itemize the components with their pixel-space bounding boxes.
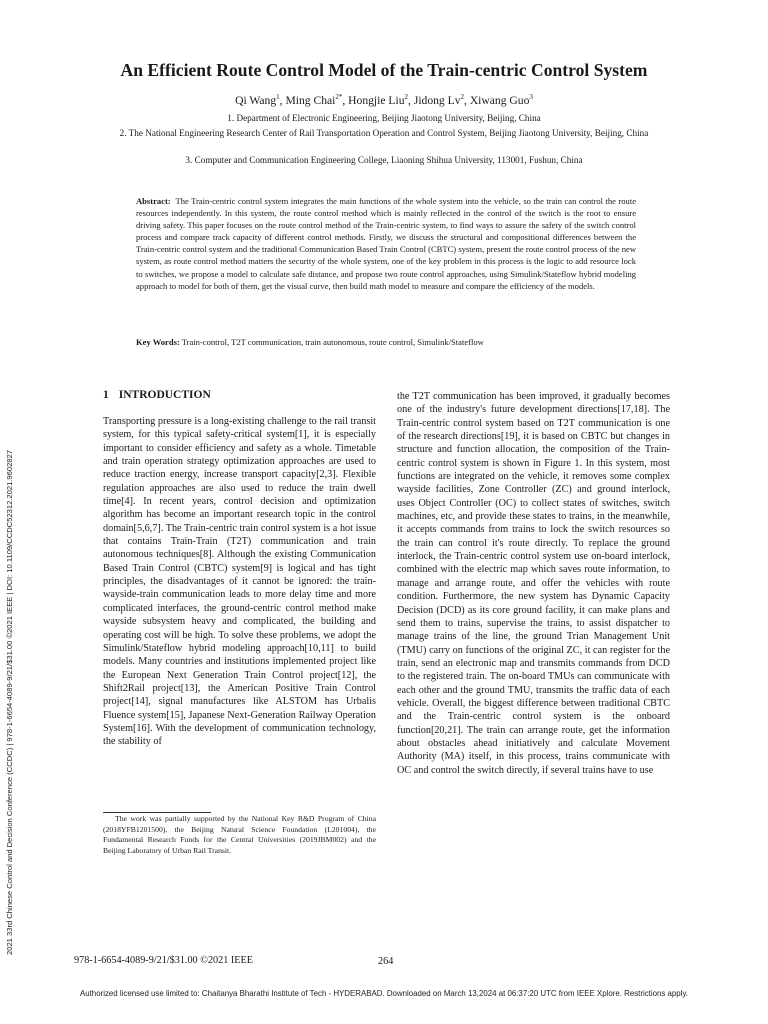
author-name: Jidong Lv [413, 93, 461, 107]
author-affiliation-mark: 2* [335, 93, 343, 101]
license-notice: Authorized licensed use limited to: Chaitanya Bharathi Institute of Tech - HYDERABAD. Downloaded on March 13,2024 at 06:37:20 UTC from IEEE Xplore. Restrictions apply. [79, 989, 689, 998]
body-column-right: the T2T communication has been improved, it gradually becomes one of the industry's future development directions[17,18]. The Train-centric control system based on T2T communication is one of the research directions[19], it is based on CBTC but changes in structure and function allocation, the composition of the Train-centric control system is shown in Figure 1. In this system, most functions are integrated on the vehicle, it removes some complex wayside facilities, Zone Controller (ZC) and ground interlock, uses Object Controller (OC) to collect states of switches, switch machines, etc, and provide these states to trains, in the meanwhile, it accepts commands from trains to lock the switch resources so the train can control it's route directly. To replace the ground interlock, the Train-centric control system use on-board interlock, combined with the electric map which saves route information, to manage and arrange route, and offer the vehicles with route condition. Furthermore, the new system has Dynamic Capacity Decision (DCD) as its core ground facility, it can make plans and send them to trains, supervise the trains, to assist dispatcher to manage trains of the line, the ground Trian Management Unit (TMU) carry on functions of the original ZC, it can register for the train, send an electronic map and transmits commands from DCD to the registered train. The on-board TMUs can communicate with each other and the ground TMU, transmits the traffic data of each vehicle. Overall, the biggest difference between traditional CBTC and the Train-centric control system is the onboard function[20,21]. The train can arrange route, get the information about obstacles ahead initiatively and calculate Movement Authority (MA) itself, in this process, trains communicate with OC and control the switch directly, if several trains have to use [397, 391, 670, 776]
abstract [136, 195, 636, 292]
abstract-label: Abstract: [136, 196, 171, 206]
abstract-text: The Train-centric control system integrates the main functions of the whole system into the vehicle, so the train can control the route resources independently. In this system, the route control method which is mainly reflected in the control of the switch is the root to ensure driving safety. This paper focuses on the route control method of the Train-centric system, to find ways to assure the safety of the switch control process and compare track capacity of different control methods. Firstly, we discuss the structural and compositional differences between the Train-centric control system and the traditional Communication Based Train Control (CBTC) system, present the route control process of the new system, as route control method matters the security of the whole system, one of the key problem in this process is the logic to add resource lock to switches, we propose a model to calculate safe distance, and propose two route control approaches, using Simulink/Stateflow hybrid modeling approach to model for both of them, get the visual curve, then build math model to measure and compare the efficiency of the models. [136, 196, 636, 291]
page-number: 264 [378, 956, 394, 967]
affiliation-1: 1. Department of Electronic Engineering, Beijing Jiaotong University, Beijing, China [227, 113, 541, 123]
author-name: Qi Wang [235, 93, 277, 107]
body-column-left: Transporting pressure is a long-existing challenge to the rail transit system, for this typical safety-critical system[1], it is especially important to consider efficiency and safety as a whole. Timetable and train operation strategy optimization approaches are used to reduce traction energy, increase transport capacity[2,3]. Flexible regulation approaches are also used to reduce the train dwell time[4]. In recent years, control decision and optimization algorithm has become an important research topic in the control domain[5,6,7]. The Train-centric train control system is a hot issue that contains Train-Train (T2T) communication and train autonomous techniques[8]. Although the existing Communication Based Train Control (CBTC) system[9] is logical and has tight principles, the disadvantages of it cannot be ignored: the train-wayside-train communication leads to more delay time and more complicated interfaces, the ground-centric control method make wayside subsystem heavy and complicated, the building and operating cost will be high. To solve these problems, we adopt the Simulink/Stateflow hybrid modeling approach[10,11] to build models. Many countries and institutions implemented project like the European Next Generation Train Control project[12], the Shift2Rail project[13], the American Positive Train Control project[14], signal manufactures like ALSTOM has Urbalis Fluence system[15], Japanese Next-Generation Railway Operation System[16]. With the development of communication technology, the stability of [103, 416, 376, 748]
section-heading [103, 389, 211, 401]
author-list: Qi Wang$^1$, Ming Chai$^{2*}$, Hongjie Liu$^2$, Jidong Lv$^2$, Xiwang Guo$^3$ [235, 93, 533, 107]
author-affiliation-mark: 2 [460, 93, 465, 101]
side-citation-strip [3, 325, 17, 955]
section-number: 1 [103, 389, 109, 401]
affiliation-2: 2. The National Engineering Research Center of Rail Transportation Operation and Control System, Beijing Jiaotong University, Beijing, China [119, 128, 649, 138]
keywords-text: Train-control, T2T communication, train autonomous, route control, Simulink/Stateflow [181, 337, 484, 347]
author-name: Ming Chai [285, 93, 336, 107]
author-name: Xiwang Guo [469, 93, 530, 107]
funding-footnote: The work was partially supported by the National Key R&D Program of China (2018YFB1201500), the Beijing Natural Science Foundation (L201004), the Fundamental Research Funds for the Central Universities (2019JBM002) and the Beijing Laboratory of Urban Rail Transit. [103, 814, 376, 856]
author-affiliation-mark: 1 [276, 93, 280, 101]
side-citation-text: 2021 33rd Chinese Control and Decision Conference (CCDC) | 978-1-6654-4089-9/21/$31.00 ©2021 IEEE | DOI: 10.1109/CCDC52312.2021.9602827 [5, 450, 14, 955]
author-affiliation-mark: 3 [529, 93, 533, 101]
keywords-label: Key Words: [136, 337, 180, 347]
footnote-rule [103, 812, 211, 813]
author-affiliation-mark: 2 [404, 93, 409, 101]
publication-identifier: 978-1-6654-4089-9/21/$31.00 ©2021 IEEE [74, 955, 253, 966]
author-name: Hongjie Liu [348, 93, 405, 107]
affiliation-3: 3. Computer and Communication Engineering College, Liaoning Shihua University, 113001, Fushun, China [185, 155, 583, 165]
section-title: INTRODUCTION [118, 389, 211, 401]
keywords [136, 336, 636, 348]
paper-title: An Efficient Route Control Model of the Train-centric Control System [120, 60, 648, 80]
